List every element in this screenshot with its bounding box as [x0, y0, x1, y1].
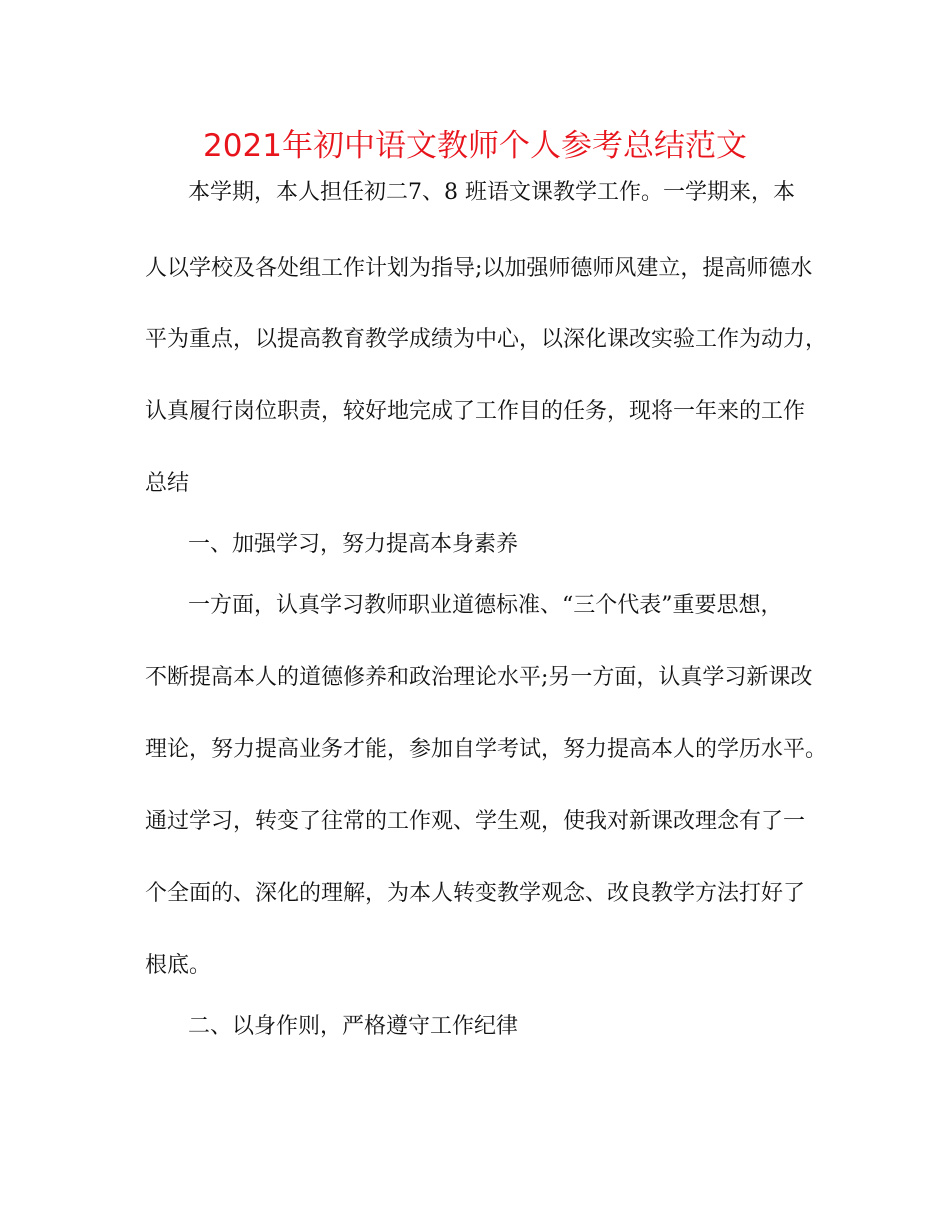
document-title: 2021年初中语文教师个人参考总结范文 [203, 128, 747, 164]
paragraph-line: 一方面，认真学习教师职业道德标准、“三个代表”重要思想， [188, 593, 783, 618]
paragraph-line: 本学期，本人担任初二7、8 班语文课教学工作。一学期来，本 [188, 180, 795, 205]
paragraph-line: 个全面的、深化的理解，为本人转变教学观念、改良教学方法打好了 [145, 881, 806, 906]
paragraph-line: 总结 [145, 471, 190, 496]
paragraph-line: 根底。 [145, 953, 212, 978]
paragraph-line: 人以学校及各处组工作计划为指导;以加强师德师风建立，提高师德水 [145, 256, 813, 281]
section-heading: 一、加强学习，努力提高本身素养 [188, 532, 519, 557]
paragraph-line: 通过学习，转变了往常的工作观、学生观，使我对新课改理念有了一 [145, 809, 806, 834]
paragraph-line: 平为重点，以提高教育教学成绩为中心，以深化课改实验工作为动力， [145, 327, 828, 352]
paragraph-line: 理论，努力提高业务才能，参加自学考试，努力提高本人的学历水平。 [145, 737, 828, 762]
paragraph-line: 认真履行岗位职责，较好地完成了工作目的任务，现将一年来的工作 [145, 399, 806, 424]
paragraph-line: 不断提高本人的道德修养和政治理论水平;另一方面，认真学习新课改 [145, 665, 813, 690]
section-heading: 二、以身作则，严格遵守工作纪律 [188, 1014, 519, 1039]
